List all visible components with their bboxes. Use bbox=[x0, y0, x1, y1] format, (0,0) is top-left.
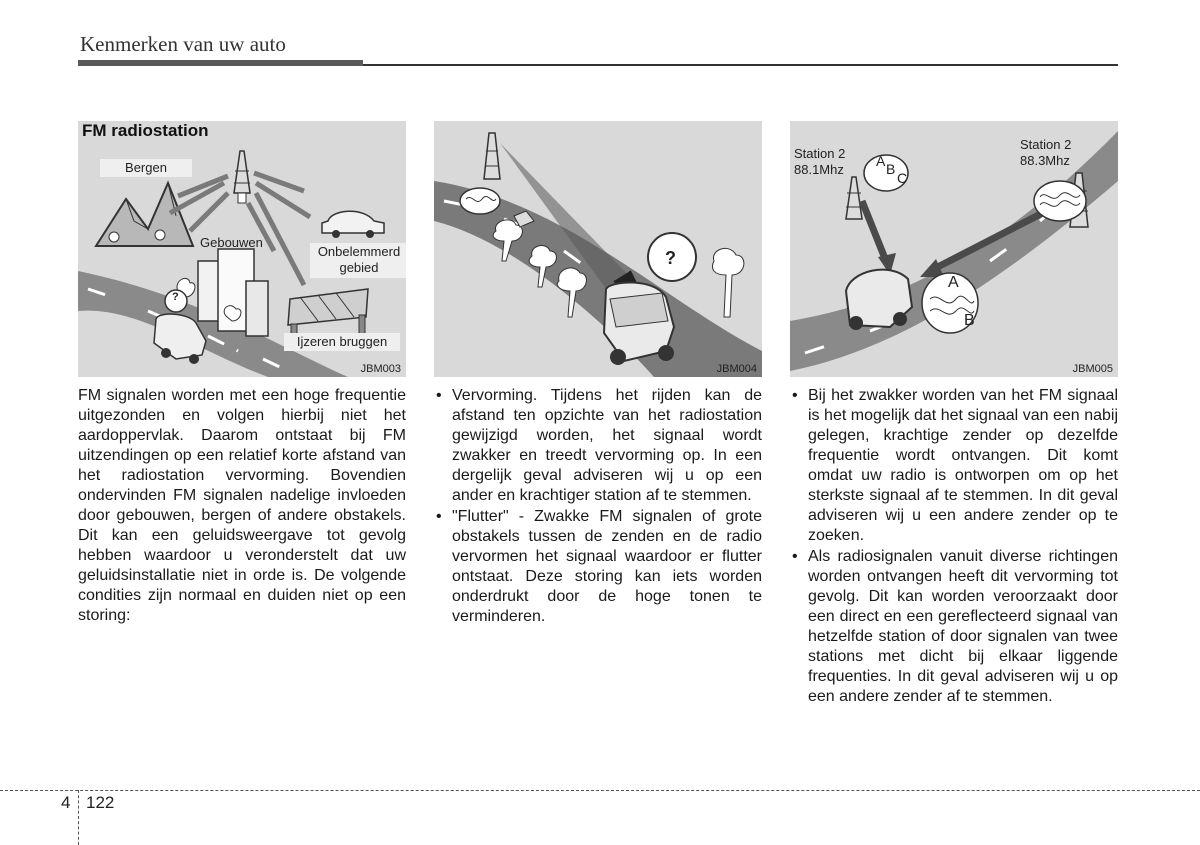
bullet-multipath: • Als radiosignalen vanuit diverse richtingen worden ontvangen heeft dit vervorming tot gevolg. Dit kan worden veroorzaakt door een direct en een gereflecteerd signaal van hetzelfde station of door signalen van twee stations met dicht bij elkaar liggende frequenties. In dit geval adviseren wij u op een andere zender af te stemmen. bbox=[790, 547, 1118, 707]
bubble-letter-b: B bbox=[886, 161, 896, 177]
station-right-freq: 88.3Mhz bbox=[1020, 153, 1070, 168]
label-iron-bridges: Ijzeren bruggen bbox=[284, 333, 400, 351]
figure-distortion bbox=[434, 121, 762, 377]
page-number: 122 bbox=[86, 793, 115, 812]
bubble-letter-c: C bbox=[897, 170, 908, 186]
figure-code: JBM005 bbox=[1072, 363, 1113, 375]
station-right-label bbox=[1020, 137, 1071, 169]
figure-code: JBM004 bbox=[716, 363, 757, 375]
label-buildings: Gebouwen bbox=[200, 235, 263, 250]
mix-letter-b: B bbox=[964, 312, 975, 329]
column-right bbox=[790, 386, 1118, 708]
figure-title: FM radiostation bbox=[82, 121, 209, 140]
header-rule-thin bbox=[363, 64, 1118, 66]
station-left-freq: 88.1Mhz bbox=[794, 162, 844, 177]
bubble-letter-a: A bbox=[876, 153, 886, 169]
bullet-flutter: • "Flutter" - Zwakke FM signalen of grote obstakels tussen de zenden en de radio vervormen het signaal waardoor er flutter ontstaat. Deze storing kan iets worden onderdrukt door de hoge tonen te verminderen. bbox=[434, 507, 762, 627]
question-mark: ? bbox=[172, 291, 179, 303]
column-middle bbox=[434, 386, 762, 628]
header-rule-thick bbox=[78, 60, 363, 66]
label-mountains: Bergen bbox=[100, 159, 192, 177]
column-left bbox=[78, 386, 406, 626]
intro-paragraph: FM signalen worden met een hoge frequentie uitgezonden en volgen hierbij niet het aardoppervlak. Daarom ontstaat bij FM uitzendingen op een relatief korte afstand van het radiostation vervorming. Bovendien ondervinden FM signalen nadelige invloeden door gebouwen, bergen of andere obstakels. Dit kan een geluidsweergave tot gevolg hebben waardoor u veronderstelt dat uw geluidsinstallatie niet in orde is. De volgende condities zijn normaal en duiden niet op een storing: bbox=[78, 387, 406, 624]
page-header-title: Kenmerken van uw auto bbox=[80, 32, 286, 56]
station-left-label bbox=[794, 146, 845, 178]
bullet-list-middle bbox=[434, 386, 762, 627]
bullet-distortion: • Vervorming. Tijdens het rijden kan de afstand ten opzichte van het radiostation gewijzigd worden, het signaal wordt zwakker en treedt vervorming op. In een dergelijk geval adviseren wij u op een ander en krachtiger station af te stemmen. bbox=[434, 386, 762, 506]
mix-letter-a: A bbox=[948, 274, 959, 291]
label-open-area bbox=[310, 243, 406, 278]
footer-rule bbox=[0, 790, 1200, 791]
station-right-name: Station 2 bbox=[1020, 137, 1072, 152]
illustration-distortion bbox=[434, 121, 762, 377]
figure-fm-radiostation bbox=[78, 121, 406, 377]
figure-multipath bbox=[790, 121, 1118, 377]
question-mark: ? bbox=[665, 248, 676, 268]
bullet-weak-signal: • Bij het zwakker worden van het FM signaal is het mogelijk dat het signaal van een nabij gelegen, krachtige zender op dezelfde frequentie wordt ontvangen. Dit komt omdat uw radio is ontworpen om op het sterkste signaal af te stemmen. In dit geval adviseren wij u een andere zender op te zoeken. bbox=[790, 386, 1118, 546]
chapter-number: 4 bbox=[61, 793, 71, 812]
bullet-list-right bbox=[790, 386, 1118, 707]
label-open-area-line1: Onbelemmerd bbox=[317, 244, 401, 259]
figure-code: JBM003 bbox=[360, 363, 401, 375]
footer-divider bbox=[78, 790, 79, 845]
station-left-name: Station 2 bbox=[794, 146, 846, 161]
label-open-area-line2: gebied bbox=[339, 260, 379, 276]
